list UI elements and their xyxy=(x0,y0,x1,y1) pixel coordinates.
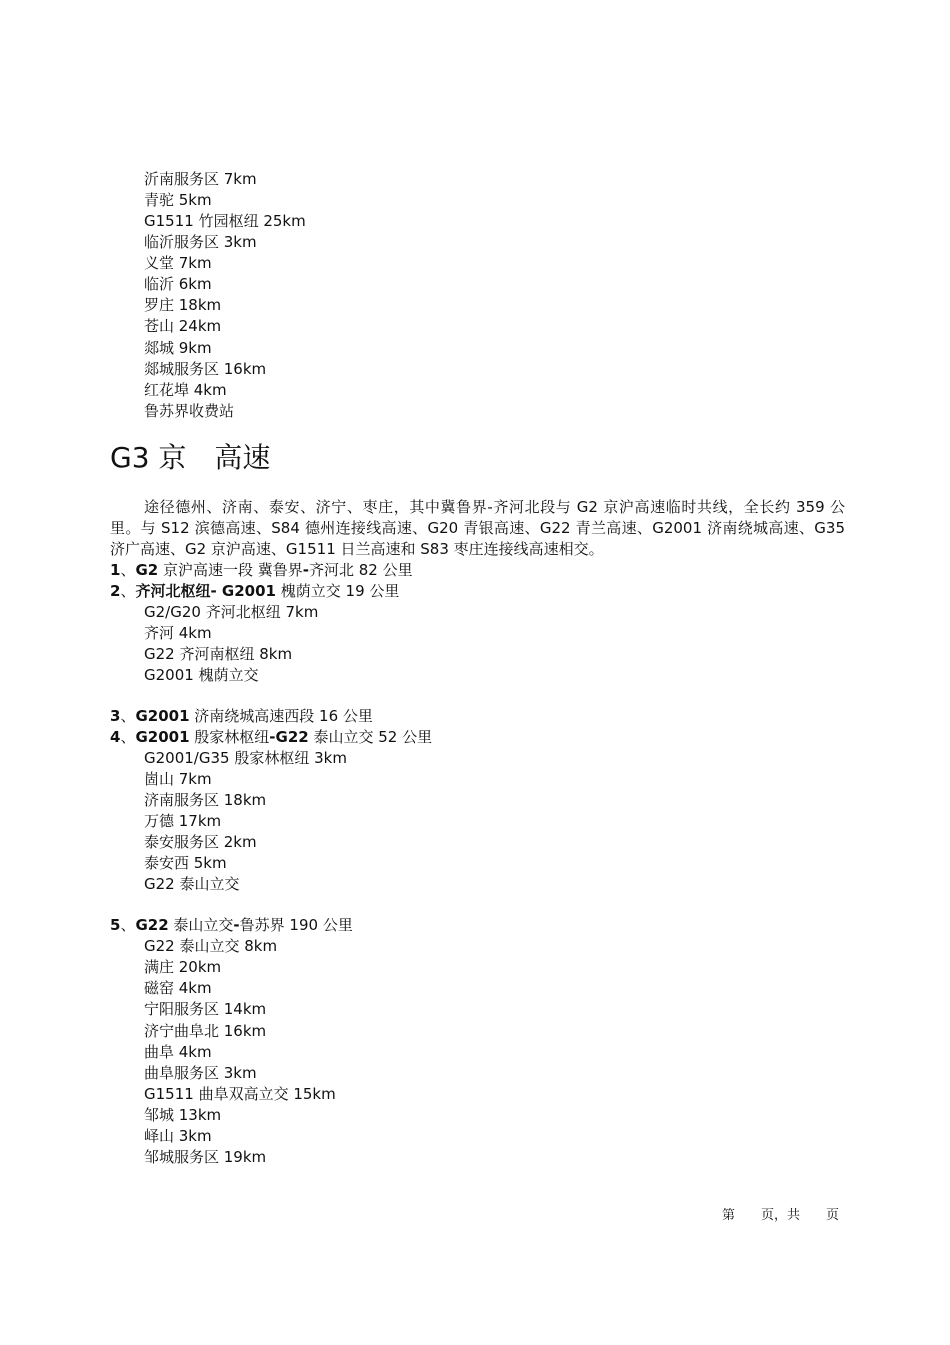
list-item: 邹城服务区 19km xyxy=(144,1148,267,1166)
section-5-title xyxy=(110,915,353,936)
section-sep: 、 xyxy=(120,707,136,725)
section-heading: G3 京 高速 xyxy=(110,441,271,474)
section-bold: G2 xyxy=(135,561,159,579)
section-bold: G22 xyxy=(135,916,169,934)
section-text: 鲁苏界 190 公里 xyxy=(239,916,353,934)
list-item: 万德 17km xyxy=(144,812,222,830)
section-text: 济南绕城高速西段 16 公里 xyxy=(189,707,373,725)
list-item: 青驼 5km xyxy=(144,191,212,209)
section-bold: - xyxy=(302,561,309,579)
list-item: 沂南服务区 7km xyxy=(144,170,257,188)
section-text: 齐河北 82 公里 xyxy=(308,561,413,579)
list-item: 泰安西 5km xyxy=(144,854,227,872)
section-3-title xyxy=(110,706,373,727)
section-text: 泰山立交 52 公里 xyxy=(308,728,433,746)
list-item: 临沂服务区 3km xyxy=(144,233,257,251)
section-bold: G2001 xyxy=(135,728,190,746)
section-number: 1 xyxy=(110,561,121,579)
list-item: 郯城 9km xyxy=(144,339,212,357)
section-number: 5 xyxy=(110,916,121,934)
section-text: 京沪高速一段 冀鲁界 xyxy=(158,561,303,579)
list-item: 临沂 6km xyxy=(144,275,212,293)
list-item: 义堂 7km xyxy=(144,254,212,272)
list-item: 宁阳服务区 14km xyxy=(144,1000,267,1018)
list-item: 峄山 3km xyxy=(144,1127,212,1145)
list-item: 曲阜 4km xyxy=(144,1043,212,1061)
section-number: 4 xyxy=(110,728,121,746)
section-text: 泰山立交 xyxy=(168,916,234,934)
section-bold: G2001 xyxy=(135,707,190,725)
section-2-title xyxy=(110,581,399,602)
list-item: 红花埠 4km xyxy=(144,381,227,399)
list-item: G22 泰山立交 8km xyxy=(144,937,278,955)
section-text: 殷家林枢纽 xyxy=(189,728,270,746)
section-number: 2 xyxy=(110,582,121,600)
section-text: 槐荫立交 19 公里 xyxy=(275,582,400,600)
section-4-title xyxy=(110,727,432,748)
section-bold: -G22 xyxy=(269,728,309,746)
list-item: 罗庄 18km xyxy=(144,296,222,314)
section-bold: - G2001 xyxy=(210,582,276,600)
list-item: G2001/G35 殷家林枢纽 3km xyxy=(144,749,347,767)
list-item: G22 齐河南枢纽 8km xyxy=(144,645,293,663)
section-number: 3 xyxy=(110,707,121,725)
list-item: 泰安服务区 2km xyxy=(144,833,257,851)
list-item: 崮山 7km xyxy=(144,770,212,788)
section-sep: 、 xyxy=(120,916,136,934)
list-item: G1511 曲阜双高立交 15km xyxy=(144,1085,336,1103)
list-item: G2/G20 齐河北枢纽 7km xyxy=(144,603,319,621)
list-item: 济宁曲阜北 16km xyxy=(144,1022,267,1040)
section-sep: 、 xyxy=(120,728,136,746)
section-sep: 、 xyxy=(120,582,136,600)
list-item: 磁窑 4km xyxy=(144,979,212,997)
section-1-title xyxy=(110,560,413,581)
list-item: 郯城服务区 16km xyxy=(144,360,267,378)
list-item: 济南服务区 18km xyxy=(144,791,267,809)
list-item: 苍山 24km xyxy=(144,317,222,335)
list-item: 鲁苏界收费站 xyxy=(144,402,235,420)
list-item: 满庄 20km xyxy=(144,958,222,976)
list-item: 曲阜服务区 3km xyxy=(144,1064,257,1082)
list-item: G2001 槐荫立交 xyxy=(144,666,259,684)
list-item: 邹城 13km xyxy=(144,1106,222,1124)
intro-paragraph: 途径德州、济南、泰安、济宁、枣庄，其中冀鲁界-齐河北段与 G2 京沪高速临时共线，全长约 359 公里。与 S12 滨德高速、S84 德州连接线高速、G20 青银高速、G22 青兰高速、G2001 济南绕城高速、G35 济广高速、G2 京沪高速、G1511 日兰高速和 S83 枣庄连接线高速相交。 xyxy=(110,498,845,558)
page-footer: 第 页，共 页 xyxy=(722,1208,840,1223)
list-item: G1511 竹园枢纽 25km xyxy=(144,212,306,230)
section-sep: 、 xyxy=(120,561,136,579)
section-bold: 齐河北枢纽 xyxy=(135,582,211,600)
list-item: 齐河 4km xyxy=(144,624,212,642)
section-bold: - xyxy=(233,916,240,934)
list-item: G22 泰山立交 xyxy=(144,875,240,893)
